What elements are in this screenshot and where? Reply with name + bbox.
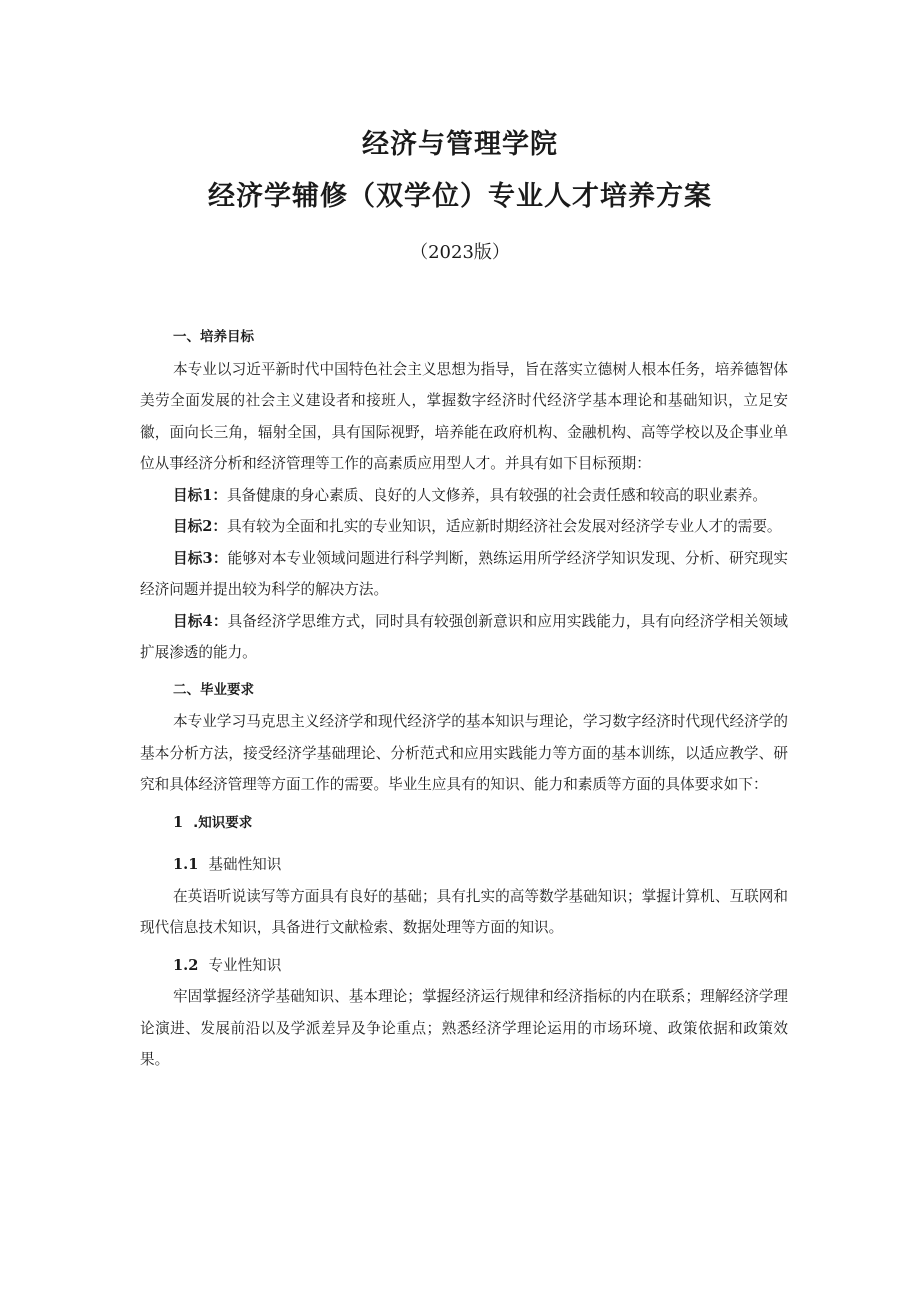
subsection-heading-knowledge	[140, 807, 788, 840]
document-body	[140, 322, 788, 1076]
goal-item	[140, 543, 788, 606]
subsection-number: 1.1	[173, 856, 199, 873]
section-heading-objectives: 一、培养目标	[173, 329, 254, 345]
goal-item	[140, 606, 788, 669]
goal-text: 具有较为全面和扎实的专业知识，适应新时期经济社会发展对经济学专业人才的需要。	[226, 518, 782, 535]
goal-item	[140, 511, 788, 543]
version-label: （2023版）	[410, 242, 510, 263]
subsection-number: 1.2	[173, 956, 199, 974]
goal-label: 目标4：	[173, 612, 228, 630]
program-title: 经济学辅修（双学位）专业人才培养方案	[208, 181, 712, 212]
goal-label: 目标2：	[173, 518, 227, 535]
subsection-number: 1	[173, 813, 184, 831]
basic-knowledge-text: 在英语听说读写等方面具有良好的基础；具有扎实的高等数学基础知识；掌握计算机、互联网和现代信息技术知识，具备进行文献检索、数据处理等方面的知识。	[140, 887, 788, 936]
subsection-heading-basic-knowledge	[140, 849, 788, 881]
subsection-title: 基础性知识	[208, 856, 282, 873]
goal-text: 具备健康的身心素质、良好的人文修养，具有较强的社会责任感和较高的职业素养。	[226, 486, 767, 504]
goal-text: 具备经济学思维方式，同时具有较强创新意识和应用实践能力，具有向经济学相关领域扩展渗透的能力。	[140, 612, 788, 661]
section-heading-graduation: 二、毕业要求	[173, 681, 254, 698]
goal-item	[140, 480, 788, 512]
goal-label: 目标1：	[173, 486, 227, 504]
professional-knowledge-text: 牢固掌握经济学基础知识、基本理论；掌握经济运行规律和经济指标的内在联系；理解经济学理论演进、发展前沿以及学派差异及争论重点；熟悉经济学理论运用的市场环境、政策依据和政策效果。	[140, 988, 788, 1068]
subsection-heading-professional-knowledge	[140, 950, 788, 982]
subsection-title: .知识要求	[193, 814, 253, 831]
goal-label: 目标3：	[173, 549, 228, 567]
college-title: 经济与管理学院	[362, 129, 558, 160]
graduation-intro: 本专业学习马克思主义经济学和现代经济学的基本知识与理论，学习数字经济时代现代经济学的基本分析方法，接受经济学基础理论、分析范式和应用实践能力等方面的基本训练，以适应教学、研究和具体经济管理等方面工作的需要。毕业生应具有的知识、能力和素质等方面的具体要求如下：	[140, 713, 788, 793]
goal-text: 能够对本专业领域问题进行科学判断，熟练运用所学经济学知识发现、分析、研究现实经济问题并提出较为科学的解决方法。	[140, 549, 788, 598]
subsection-title: 专业性知识	[208, 956, 282, 974]
objectives-intro: 本专业以习近平新时代中国特色社会主义思想为指导，旨在落实立德树人根本任务，培养德智体美劳全面发展的社会主义建设者和接班人，掌握数字经济时代经济学基本理论和基础知识，立足安徽，面向长三角，辐射全国，具有国际视野，培养能在政府机构、金融机构、高等学校以及企事业单位从事经济分析和经济管理等工作的高素质应用型人才。并具有如下目标预期：	[140, 360, 788, 472]
